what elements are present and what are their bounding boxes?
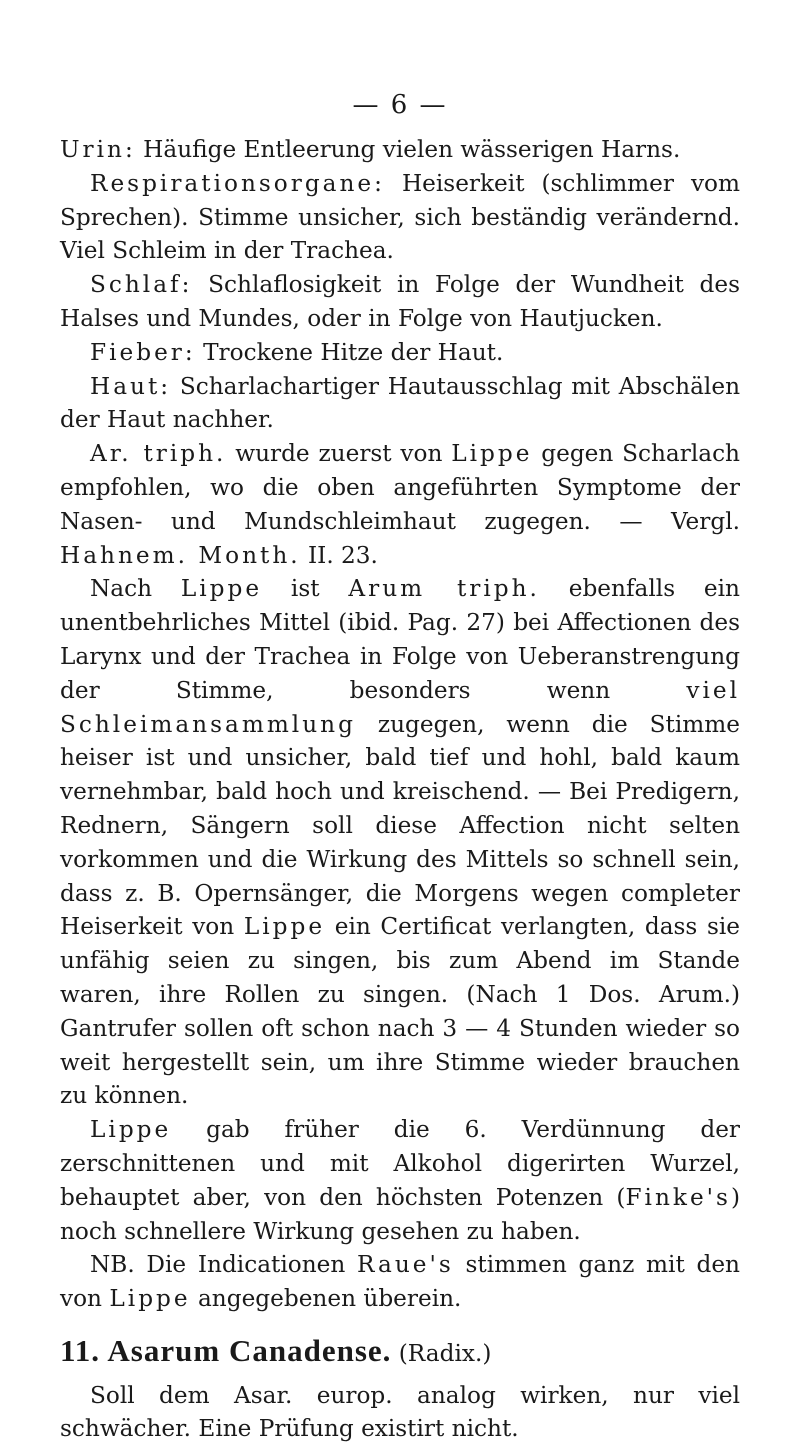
remedy-name: Ar. triph. [90,440,227,468]
paragraph-nb [60,1248,740,1316]
paragraph-respiration [60,167,740,268]
section-title: Asarum Canadense. [107,1332,392,1368]
author-name: Lippe [109,1285,191,1313]
paragraph-text: gegen Scharlach empfohlen, wo die oben angeführten Symptome der Nasen- und Mundschleimhaut zugegen. — Vergl. [60,440,740,535]
emphasis-text: viel Schleimansammlung [60,676,740,738]
symptom-label: Fieber: [90,338,196,366]
paragraph-ar-triph [60,437,740,572]
paragraph-nach-lippe [60,572,740,1113]
author-name: Lippe [90,1116,172,1144]
symptom-label: Schlaf: [90,271,193,299]
paragraph-schlaf [60,268,740,336]
remedy-name: Arum triph. [348,575,540,603]
paragraph-text: Häufige Entleerung vielen wässerigen Harns. [135,136,681,163]
paragraph-text: angegebenen überein. [190,1285,462,1313]
symptom-label: Haut: [90,372,172,400]
paragraph-text: Nach [90,575,181,603]
paragraph-text: Trockene Hitze der Haut. [195,338,504,366]
section-subtitle: (Radix.) [398,1339,492,1367]
section-heading [60,1334,740,1371]
page-number: — 6 — [352,90,448,120]
reference-name: Hahnem. Month. [60,541,301,569]
author-name: Lippe [451,440,533,468]
paragraph-lippe-gab [60,1113,740,1248]
paragraph-text: ist [262,575,349,603]
paragraph-text: NB. Die Indicationen [90,1251,358,1279]
symptom-label: Respirationsorgane: [90,169,385,197]
paragraph-text: zugegen, wenn die Stimme heiser ist und unsicher, bald tief und hohl, bald kaum vernehmbar, bald hoch und kreischend. — Bei Predigern, Rednern, Sängern soll diese Affection nicht selten vorkommen und die Wirkung des Mittels so schnell sein, dass z. B. Opernsänger, die Morgens wegen completer Heiserkeit von [60,710,740,941]
author-name: Raue's [357,1251,454,1279]
symptom-label: Urin: [60,136,136,163]
paragraph-text: ) noch schnellere Wirkung gesehen zu haben. [60,1183,740,1245]
paragraph-text: Scharlachartiger Hautausschlag mit Abschälen der Haut nachher. [60,372,740,434]
paragraph-text: ein Certificat verlangten, dass sie unfähig seien zu singen, bis zum Abend im Stande waren, ihre Rollen zu singen. (Nach 1 Dos. Arum.) Gantrufer sollen oft schon nach 3 — 4 Stunden wieder so weit hergestellt sein, um ihre Stimme wieder brauchen zu können. [60,913,740,1110]
author-name: Lippe [180,575,263,603]
section-number: 11. [60,1332,101,1368]
paragraph-fieber [60,336,740,370]
paragraph-soll: Soll dem Asar. europ. analog wirken, nur viel schwächer. Eine Prüfung existirt nicht. [60,1381,740,1443]
paragraph-text: gab früher die 6. Verdünnung der zerschnittenen und mit Alkohol digerirten Wurzel, behauptet aber, von den höchsten Potenzen ( [60,1116,740,1211]
paragraph-urin [60,133,740,167]
paragraph-text: II. 23. [300,541,378,569]
paragraph-text: ebenfalls ein unentbehrliches Mittel (ibid. Pag. 27) bei Affectionen des Larynx und der Trachea in Folge von Ueberanstrengung der Stimme, besonders wenn [60,575,740,704]
paragraph-text: stimmen ganz mit den von [60,1251,740,1313]
paragraph-text: Schlaflosigkeit in Folge der Wundheit des Halses und Mundes, oder in Folge von Hautjucken. [60,271,740,332]
paragraph-text: Heiserkeit (schlimmer vom Sprechen). Stimme unsicher, sich beständig verändernd. Viel Schleim in der Trachea. [60,169,740,265]
text-body [60,133,740,1446]
paragraph-text: wurde zuerst von [226,440,452,468]
author-name: Lippe [243,913,326,941]
author-name: Finke's [625,1183,731,1211]
paragraph-haut [60,370,740,438]
